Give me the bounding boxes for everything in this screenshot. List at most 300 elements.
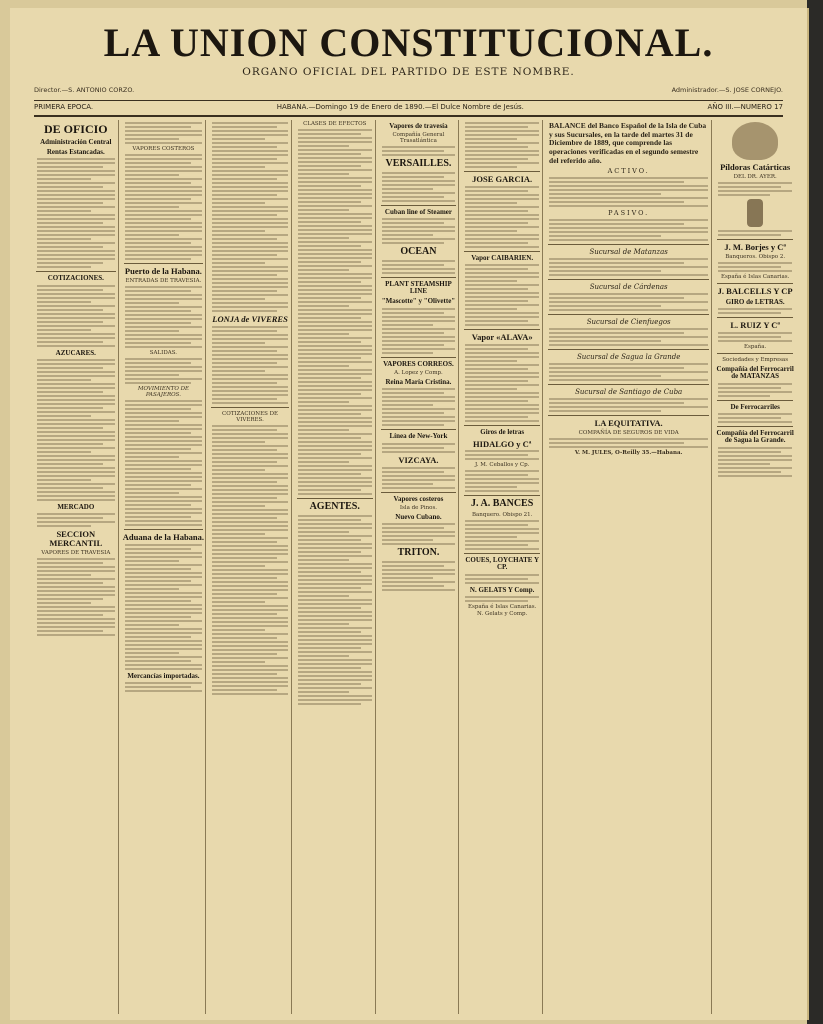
text-line (298, 575, 372, 577)
text-line (212, 202, 265, 204)
text-line (298, 149, 372, 151)
text-line (465, 360, 517, 362)
text-line (298, 221, 361, 223)
divider (717, 283, 793, 284)
text-line (298, 421, 372, 423)
text-line (382, 172, 456, 174)
text-line (298, 213, 372, 215)
text-block (718, 182, 792, 196)
text-line (212, 246, 288, 248)
text-line (465, 600, 528, 602)
text-line (465, 130, 539, 132)
text-line (125, 556, 203, 558)
text-line (125, 690, 203, 692)
divider (464, 251, 540, 252)
text-line (212, 174, 288, 176)
text-block (549, 258, 708, 276)
ad-subheading: N. Gelats y Comp. (477, 610, 528, 617)
text-line (125, 648, 203, 650)
text-line (382, 320, 456, 322)
text-line (212, 609, 288, 611)
text-line (465, 408, 539, 410)
text-line (718, 194, 770, 196)
branch-heading: Sucursal de Cárdenas (589, 283, 668, 292)
text-line (37, 634, 115, 636)
divider (717, 239, 793, 240)
text-line (125, 334, 203, 336)
text-block (37, 285, 115, 347)
text-line (212, 310, 276, 312)
text-line (212, 613, 276, 615)
divider (211, 407, 289, 408)
text-line (212, 302, 288, 304)
dateline (34, 100, 783, 117)
text-line (549, 336, 708, 338)
text-line (125, 484, 191, 486)
text-line (125, 612, 203, 614)
text-line (212, 130, 288, 132)
divider (717, 400, 793, 401)
divider (381, 277, 457, 278)
text-line (465, 202, 517, 204)
text-line (465, 596, 539, 598)
text-line (37, 198, 115, 200)
text-line (465, 210, 528, 212)
text-line (212, 593, 276, 595)
text-line (212, 138, 265, 140)
text-line (125, 560, 179, 562)
text-line (125, 194, 203, 196)
text-line (125, 640, 203, 642)
text-line (298, 373, 372, 375)
text-block (549, 219, 708, 241)
text-line (465, 146, 528, 148)
text-line (37, 447, 115, 449)
text-line (212, 629, 265, 631)
text-line (212, 649, 288, 651)
text-line (298, 205, 372, 207)
section-heading: Aduana de la Habana. (122, 531, 205, 542)
text-line (212, 681, 288, 683)
text-line (382, 308, 456, 310)
text-line (212, 398, 276, 400)
text-line (212, 573, 288, 575)
text-line (212, 449, 276, 451)
text-line (125, 178, 203, 180)
text-line (382, 188, 434, 190)
medicine-emblem-icon (732, 122, 778, 160)
text-line (37, 341, 103, 343)
column-3 (209, 120, 292, 1014)
text-line (718, 266, 781, 268)
text-line (125, 202, 203, 204)
ad-subheading: V. M. JULES, O-Reilly 35.—Habana. (574, 450, 683, 457)
text-line (37, 375, 115, 377)
text-line (37, 254, 115, 256)
text-line (465, 218, 539, 220)
text-block (549, 328, 708, 346)
text-line (212, 601, 265, 603)
text-line (125, 250, 203, 252)
issue-date: HABANA.—Domingo 19 de Enero de 1890.—El Dulce Nombre de Jesús. (276, 103, 524, 111)
text-line (465, 246, 539, 248)
ad-heading: J. A. BANCES (471, 498, 534, 510)
text-line (718, 421, 792, 423)
ad-subheading: DEL DR. AYER. (733, 173, 777, 180)
text-line (382, 192, 456, 194)
text-line (212, 621, 288, 623)
text-line (212, 493, 288, 495)
ad-subheading: Isla de Pinos. (399, 505, 438, 512)
text-line (37, 570, 115, 572)
text-block (382, 172, 456, 202)
text-line (37, 246, 103, 248)
text-line (125, 496, 203, 498)
text-line (37, 594, 115, 596)
text-line (125, 366, 203, 368)
text-line (125, 428, 203, 430)
section-heading: AGENTES. (309, 501, 360, 512)
text-line (37, 174, 115, 176)
text-line (465, 532, 539, 534)
text-line (298, 559, 350, 561)
text-line (125, 162, 191, 164)
text-line (382, 316, 456, 318)
bottle-icon (747, 199, 763, 227)
text-line (212, 230, 265, 232)
text-line (125, 464, 203, 466)
text-line (125, 644, 203, 646)
text-line (212, 122, 288, 124)
text-line (382, 200, 456, 202)
text-line (37, 513, 115, 515)
text-line (718, 332, 792, 334)
text-line (298, 571, 361, 573)
text-line (125, 492, 179, 494)
text-line (382, 328, 456, 330)
text-line (549, 181, 684, 183)
text-line (298, 225, 372, 227)
text-line (125, 424, 203, 426)
text-line (465, 158, 528, 160)
text-line (37, 475, 115, 477)
text-line (465, 344, 539, 346)
text-line (549, 223, 684, 225)
text-line (125, 158, 203, 160)
text-line (125, 182, 191, 184)
text-line (298, 579, 372, 581)
text-line (212, 146, 276, 148)
text-line (212, 250, 288, 252)
text-line (382, 479, 456, 481)
text-line (382, 146, 456, 148)
text-line (465, 138, 517, 140)
text-line (298, 233, 372, 235)
text-line (382, 272, 456, 274)
text-line (125, 318, 203, 320)
text-line (212, 378, 288, 380)
text-line (125, 476, 203, 478)
text-line (465, 536, 517, 538)
text-line (549, 297, 684, 299)
text-line (212, 653, 276, 655)
text-line (212, 254, 276, 256)
text-line (212, 134, 288, 136)
text-line (212, 637, 276, 639)
text-line (212, 645, 288, 647)
section-subheading: VAPORES COSTEROS (132, 146, 195, 152)
text-line (37, 574, 91, 576)
text-line (382, 573, 456, 575)
text-line (298, 209, 350, 211)
text-line (37, 407, 103, 409)
text-line (125, 154, 203, 156)
text-line (212, 625, 288, 627)
text-line (212, 218, 288, 220)
text-line (125, 242, 191, 244)
text-line (382, 416, 456, 418)
text-block (37, 558, 115, 636)
text-line (298, 699, 372, 701)
text-line (382, 218, 456, 220)
text-line (718, 336, 781, 338)
text-block (718, 447, 792, 477)
text-line (37, 630, 103, 632)
text-line (382, 585, 445, 587)
text-line (382, 336, 456, 338)
ad-heading: Compañía del Ferrocarril de Sagua la Grande. (716, 429, 794, 445)
text-line (549, 262, 684, 264)
text-block (212, 122, 288, 312)
text-line (298, 563, 372, 565)
section-subheading: SALIDAS. (149, 349, 178, 356)
text-line (212, 545, 288, 547)
text-line (465, 166, 517, 168)
text-line (298, 157, 372, 159)
text-line (465, 482, 539, 484)
text-line (382, 581, 456, 583)
text-line (125, 174, 179, 176)
text-line (298, 481, 372, 483)
text-line (212, 501, 288, 503)
text-line (212, 238, 276, 240)
ad-heading: De Ferrocarriles (730, 402, 780, 411)
text-line (125, 444, 203, 446)
text-line (298, 667, 361, 669)
text-line (37, 210, 91, 212)
text-line (37, 182, 115, 184)
text-line (125, 222, 203, 224)
text-line (298, 249, 372, 251)
text-line (125, 218, 191, 220)
text-line (465, 404, 539, 406)
text-line (298, 651, 372, 653)
text-line (718, 270, 792, 272)
text-line (37, 190, 115, 192)
text-block (382, 146, 456, 156)
text-line (125, 130, 203, 132)
text-line (212, 350, 276, 352)
text-line (298, 313, 372, 315)
ad-heading: Compañía del Ferrocarril de MATANZAS (716, 365, 794, 381)
text-line (465, 122, 539, 124)
text-line (298, 413, 361, 415)
text-line (465, 478, 539, 480)
text-block (37, 158, 115, 268)
text-line (382, 260, 456, 262)
text-line (549, 177, 708, 179)
text-line (125, 682, 203, 684)
text-line (212, 577, 276, 579)
text-line (718, 447, 792, 449)
text-line (37, 491, 115, 493)
text-line (37, 206, 115, 208)
text-line (465, 226, 539, 228)
text-line (212, 453, 288, 455)
text-line (212, 661, 265, 663)
text-line (382, 565, 445, 567)
text-line (37, 230, 115, 232)
text-line (298, 679, 372, 681)
text-line (37, 435, 115, 437)
text-line (298, 153, 361, 155)
text-line (212, 445, 288, 447)
text-line (37, 250, 115, 252)
text-line (465, 234, 539, 236)
text-line (298, 261, 361, 263)
column-2 (122, 120, 207, 1014)
text-line (37, 166, 103, 168)
text-line (298, 137, 372, 139)
text-line (125, 198, 191, 200)
text-line (125, 624, 179, 626)
text-line (298, 173, 350, 175)
text-line (298, 237, 350, 239)
section-heading: Administración Central (40, 137, 112, 146)
text-line (212, 278, 288, 280)
ad-heading: "Mascotte" y "Olivette" (381, 297, 456, 306)
text-line (382, 332, 445, 334)
text-block (718, 332, 792, 342)
text-line (212, 358, 288, 360)
text-line (37, 566, 115, 568)
text-block (465, 574, 539, 584)
text-block (37, 359, 115, 501)
text-line (212, 186, 288, 188)
text-line (465, 364, 539, 366)
text-line (549, 305, 660, 307)
text-line (125, 588, 179, 590)
text-line (37, 602, 91, 604)
text-block (465, 186, 539, 248)
text-line (298, 357, 361, 359)
text-line (37, 238, 91, 240)
text-line (212, 394, 288, 396)
text-line (37, 391, 103, 393)
text-line (212, 166, 265, 168)
text-line (465, 400, 528, 402)
ad-heading: VERSAILLES. (385, 158, 452, 170)
text-line (125, 472, 203, 474)
text-line (549, 375, 660, 377)
text-line (37, 610, 115, 612)
text-line (298, 265, 372, 267)
text-line (382, 569, 456, 571)
text-line (212, 537, 288, 539)
text-line (465, 214, 539, 216)
text-block (549, 398, 708, 412)
text-line (212, 669, 288, 671)
column-8-ads (715, 120, 795, 1014)
text-line (125, 420, 179, 422)
text-line (549, 446, 708, 448)
text-line (212, 525, 288, 527)
text-line (37, 471, 115, 473)
text-line (125, 552, 203, 554)
text-line (298, 385, 372, 387)
text-line (37, 178, 91, 180)
text-line (465, 238, 539, 240)
newspaper-page (10, 8, 807, 1020)
text-block (718, 262, 792, 272)
text-line (212, 294, 288, 296)
text-line (465, 288, 528, 290)
text-line (212, 569, 288, 571)
text-line (37, 483, 115, 485)
text-line (37, 431, 115, 433)
text-line (465, 134, 539, 136)
text-line (125, 580, 191, 582)
text-line (212, 605, 288, 607)
ad-heading: Píldoras Catárticas (720, 162, 791, 172)
text-line (37, 186, 103, 188)
text-line (382, 408, 456, 410)
text-line (382, 238, 456, 240)
text-line (125, 448, 191, 450)
text-line (298, 535, 372, 537)
text-line (549, 344, 708, 346)
text-line (212, 677, 288, 679)
text-line (382, 467, 456, 469)
text-line (465, 372, 539, 374)
ad-subheading: España. (744, 344, 767, 351)
text-line (125, 186, 203, 188)
text-line (37, 499, 115, 501)
text-line (465, 458, 539, 460)
text-line (549, 402, 684, 404)
text-line (37, 158, 115, 160)
text-line (549, 379, 708, 381)
text-line (465, 528, 539, 530)
text-line (125, 346, 203, 348)
text-line (212, 517, 276, 519)
text-line (298, 683, 361, 685)
text-line (37, 363, 115, 365)
text-line (382, 392, 445, 394)
text-line (125, 576, 203, 578)
text-line (298, 675, 372, 677)
text-line (125, 500, 203, 502)
text-line (298, 193, 372, 195)
text-line (212, 549, 288, 551)
text-line (549, 442, 684, 444)
text-line (549, 185, 708, 187)
text-line (125, 412, 203, 414)
divider (548, 415, 709, 416)
text-line (718, 413, 792, 415)
text-line (465, 380, 528, 382)
text-line (465, 222, 528, 224)
